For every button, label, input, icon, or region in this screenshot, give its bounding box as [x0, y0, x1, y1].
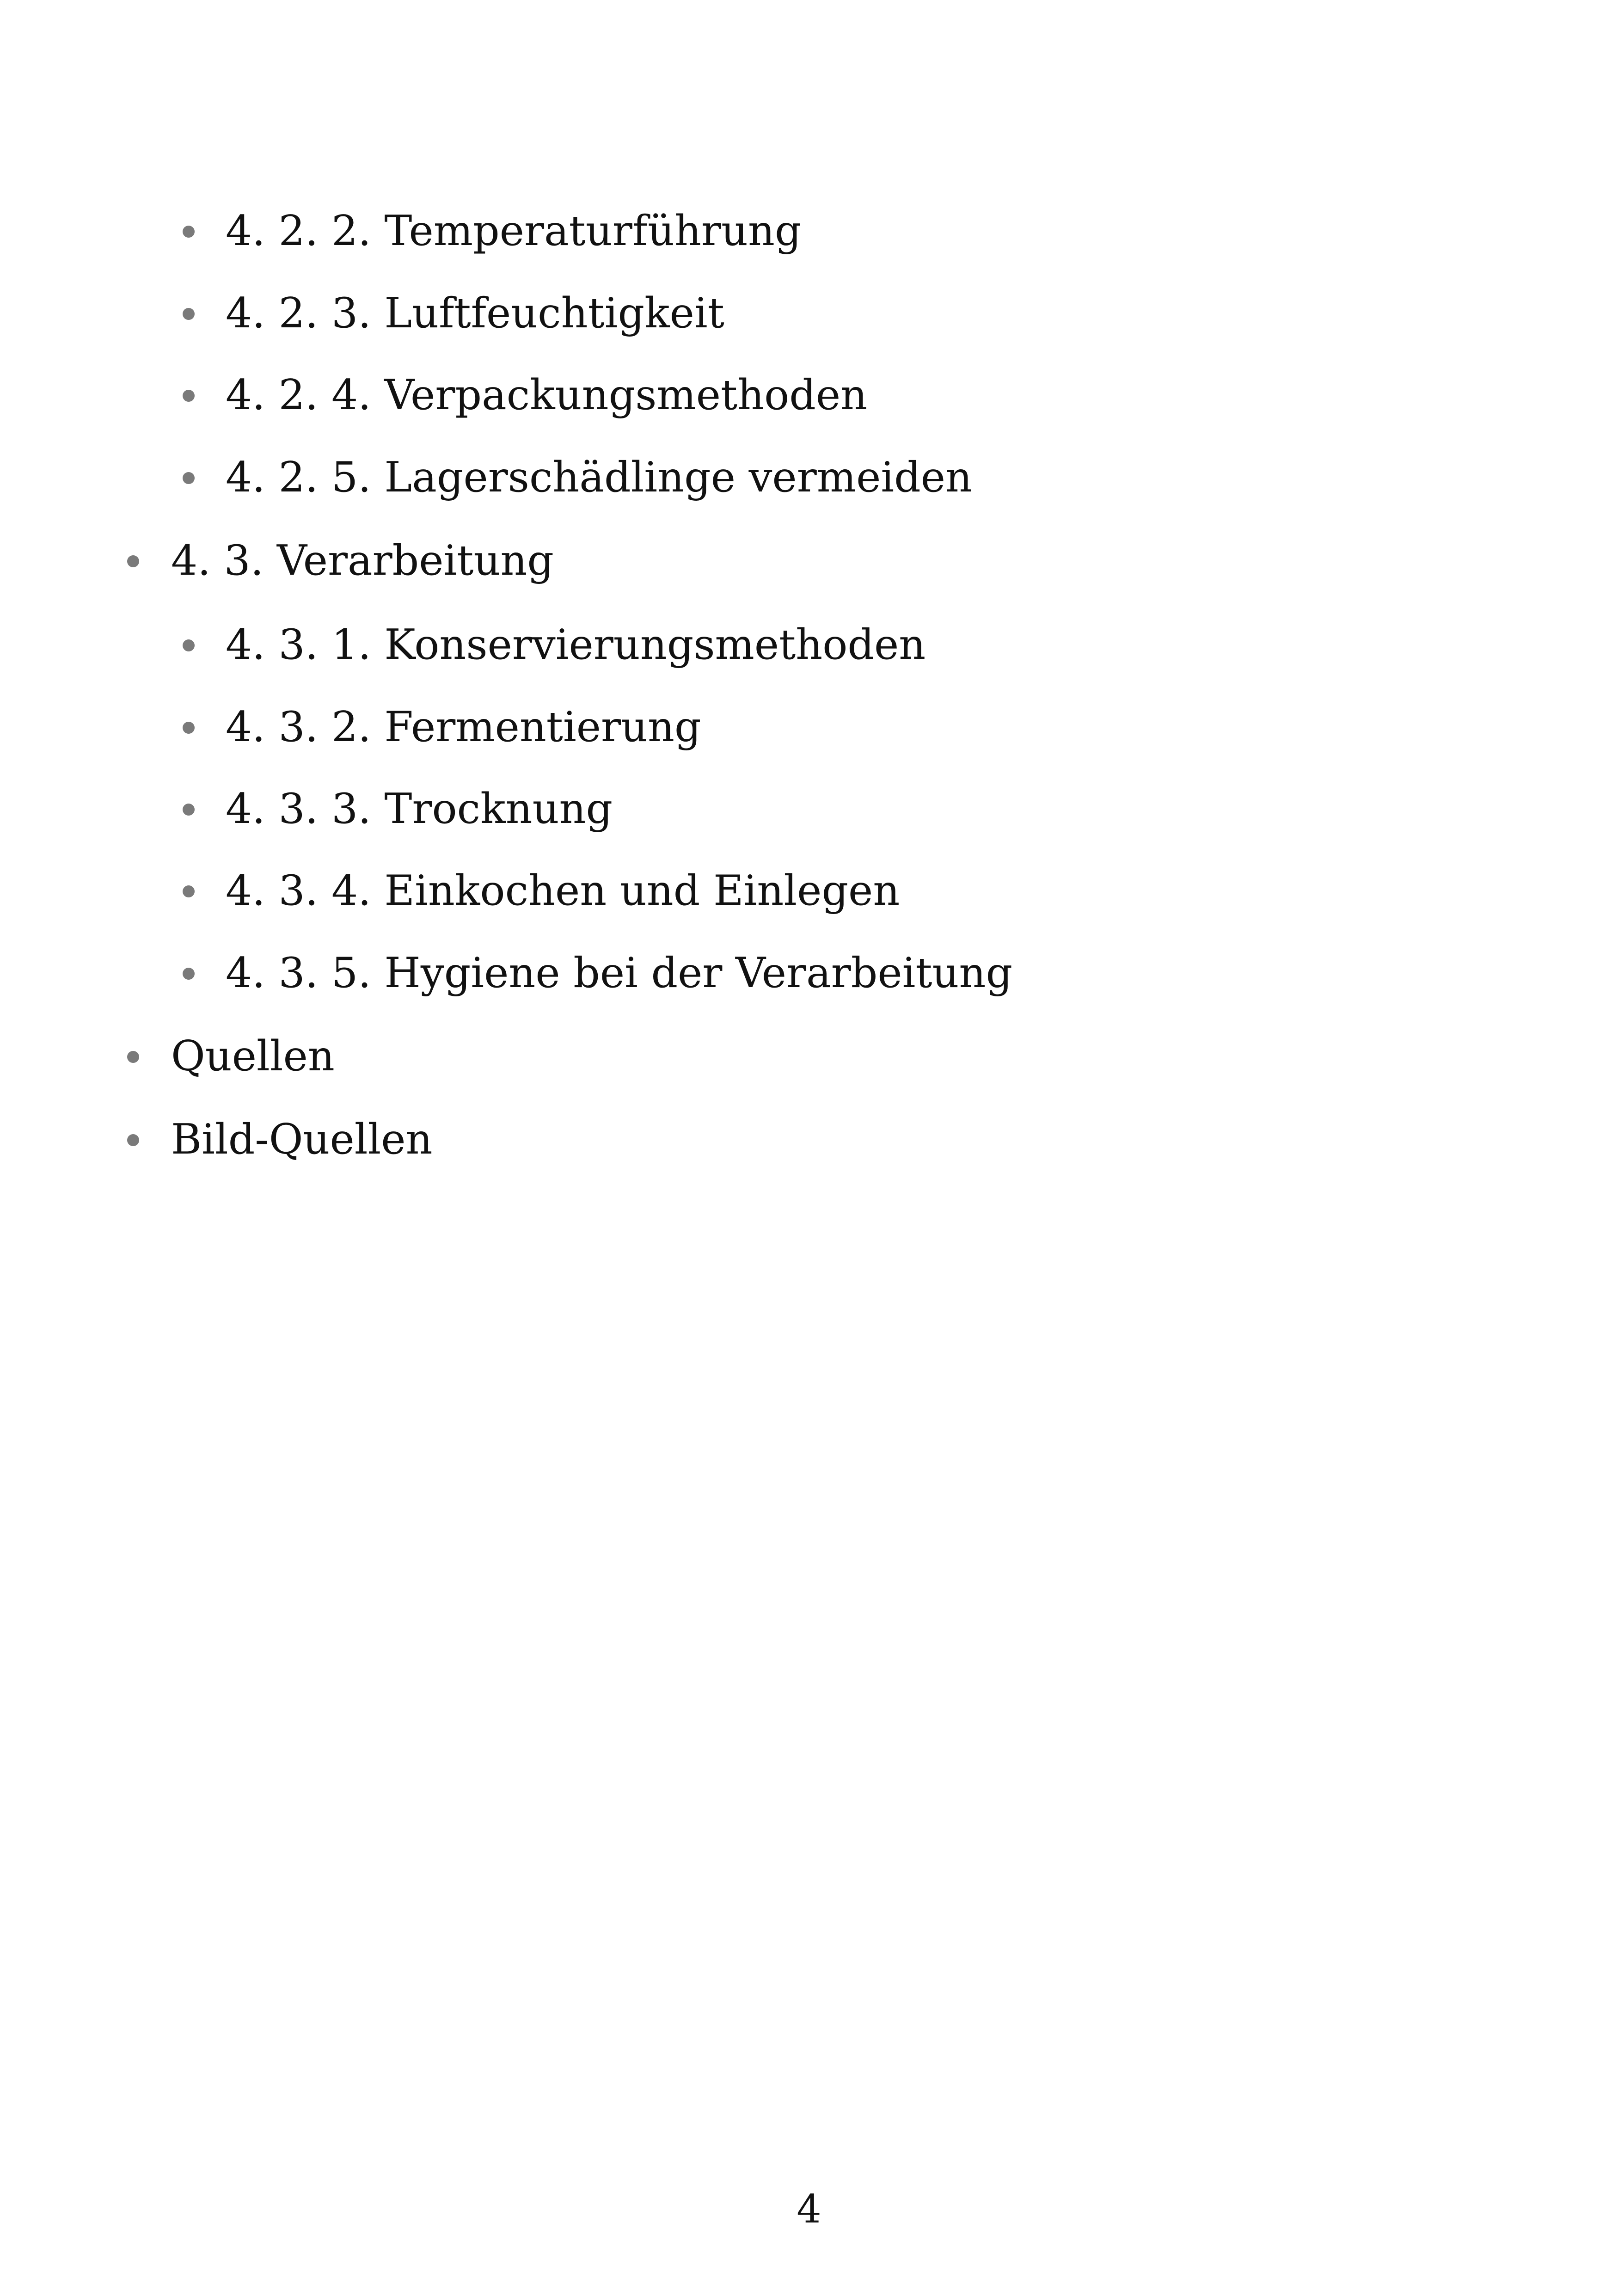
- page-number: 4: [797, 2186, 821, 2232]
- bullet-dot: [183, 226, 195, 238]
- toc-item-label: 4. 2. 4. Verpackungsmethoden: [226, 371, 868, 419]
- bullet-dot: [183, 308, 195, 320]
- bullet-dot: [183, 968, 195, 980]
- toc-item-label: 4. 3. 3. Trocknung: [226, 785, 613, 833]
- toc-item-label: Bild-Quellen: [171, 1115, 433, 1164]
- bullet-dot: [127, 1134, 139, 1146]
- toc-item-label: Quellen: [171, 1032, 335, 1080]
- bullet-dot: [183, 390, 195, 402]
- bullet-dot: [183, 885, 195, 897]
- toc-item-label: 4. 2. 2. Temperaturführung: [226, 207, 802, 255]
- toc-item-label: 4. 3. 2. Fermentierung: [226, 703, 701, 751]
- bullet-dot: [127, 1051, 139, 1063]
- bullet-dot: [183, 639, 195, 651]
- bullet-dot: [183, 804, 195, 816]
- bullet-dot: [127, 555, 139, 567]
- toc-item-label: 4. 2. 3. Luftfeuchtigkeit: [226, 289, 724, 338]
- bullet-dot: [183, 472, 195, 484]
- toc-item-label: 4. 3. 4. Einkochen und Einlegen: [226, 866, 900, 915]
- toc-item-label: 4. 3. Verarbeitung: [171, 536, 554, 585]
- toc-item-label: 4. 3. 1. Konservierungsmethoden: [226, 620, 926, 669]
- toc-item-label: 4. 3. 5. Hygiene bei der Verarbeitung: [226, 949, 1013, 997]
- bullet-dot: [183, 722, 195, 734]
- toc-item-label: 4. 2. 5. Lagerschädlinge vermeiden: [226, 453, 972, 502]
